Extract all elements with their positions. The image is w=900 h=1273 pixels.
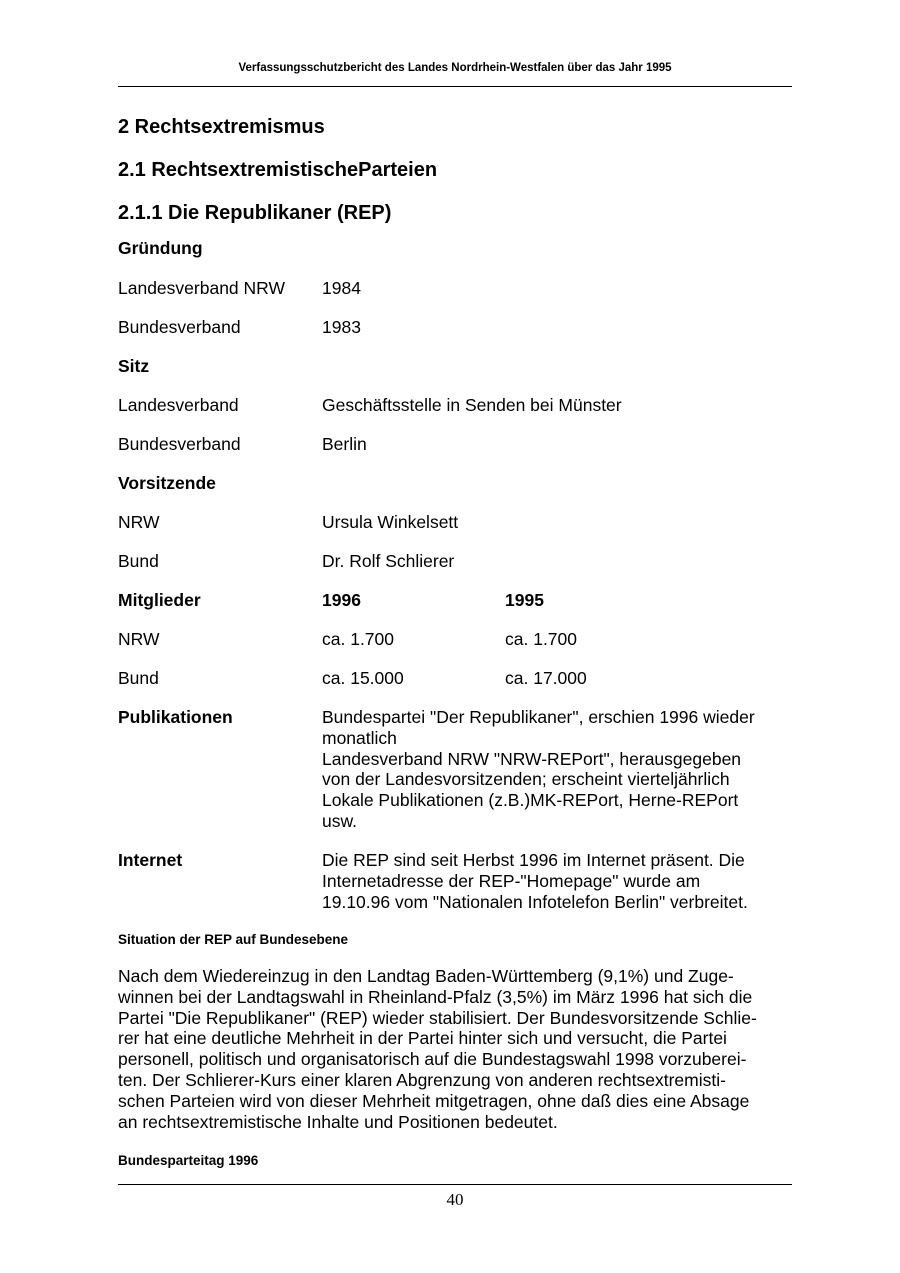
vorsitzende-row-label: NRW — [118, 512, 160, 532]
situation-line: rer hat eine deutliche Mehrheit in der Partei hinter sich und versucht, die Partei — [118, 1028, 727, 1049]
mitglieder-row-1996: ca. 15.000 — [322, 668, 404, 688]
mitglieder-row-label: NRW — [118, 629, 160, 649]
publikationen-line: Bundespartei "Der Republikaner", erschien 1996 wieder — [322, 707, 755, 727]
gruendung-row-value: 1983 — [322, 317, 361, 337]
page-number: 40 — [446, 1190, 464, 1209]
subsection-heading: 2.1.1 Die Republikaner (REP) — [118, 202, 392, 224]
situation-line: winnen bei der Landtagswahl in Rheinland-Pfalz (3,5%) im März 1996 hat sich die — [118, 986, 753, 1007]
situation-line: an rechtsextremistische Inhalte und Positionen bedeutet. — [118, 1111, 558, 1132]
gruendung-row-value: 1984 — [322, 278, 361, 298]
situation-heading: Situation der REP auf Bundesebene — [118, 932, 349, 947]
publikationen-line: monatlich — [322, 727, 397, 748]
publikationen-title: Publikationen — [118, 707, 233, 727]
situation-line: personell, politisch und organisatorisch auf die Bundestagswahl 1998 vorzuberei- — [118, 1049, 747, 1070]
mitglieder-row-1995: ca. 17.000 — [505, 668, 587, 688]
situation-line: Nach dem Wiedereinzug in den Landtag Baden-Württemberg (9,1%) und Zuge- — [118, 966, 734, 986]
internet-line: Internetadresse der REP-"Homepage" wurde am — [322, 870, 701, 891]
sitz-title: Sitz — [118, 356, 150, 376]
situation-line: ten. Der Schlierer-Kurs einer klaren Abgrenzung von anderen rechtsextremisti- — [118, 1069, 726, 1090]
vorsitzende-row-value: Dr. Rolf Schlierer — [322, 551, 455, 571]
vorsitzende-row-value: Ursula Winkelsett — [322, 512, 459, 532]
internet-text — [322, 850, 792, 912]
internet-line: Die REP sind seit Herbst 1996 im Internet präsent. Die — [322, 850, 745, 870]
mitglieder-row-label: Bund — [118, 668, 159, 688]
sitz-row-value: Berlin — [322, 434, 367, 454]
header-rule — [118, 86, 792, 87]
mitglieder-title: Mitglieder — [118, 590, 201, 610]
gruendung-title: Gründung — [118, 238, 203, 258]
mitglieder-col-1995: 1995 — [505, 590, 544, 610]
mitglieder-row-1995: ca. 1.700 — [505, 629, 577, 649]
gruendung-row-label: Bundesverband — [118, 317, 241, 337]
sitz-row-value: Geschäftsstelle in Senden bei Münster — [322, 395, 622, 415]
mitglieder-col-1996: 1996 — [322, 590, 361, 610]
situation-line: schen Parteien wird von dieser Mehrheit mitgetragen, ohne daß dies eine Absage — [118, 1090, 750, 1111]
footer-rule — [118, 1184, 792, 1185]
sitz-row-label: Landesverband — [118, 395, 239, 415]
publikationen-line: usw. — [322, 810, 358, 831]
internet-line: 19.10.96 vom "Nationalen Infotelefon Berlin" verbreitet. — [322, 891, 748, 912]
sitz-row-label: Bundesverband — [118, 434, 241, 454]
internet-title: Internet — [118, 850, 183, 870]
publikationen-text — [322, 707, 792, 832]
vorsitzende-row-label: Bund — [118, 551, 159, 571]
publikationen-line: Landesverband NRW "NRW-REPort", herausgegeben — [322, 748, 742, 769]
situation-paragraph — [118, 966, 792, 1132]
publikationen-line: von der Landesvorsitzenden; erscheint vierteljährlich — [322, 769, 730, 790]
vorsitzende-title: Vorsitzende — [118, 473, 216, 493]
mitglieder-row-1996: ca. 1.700 — [322, 629, 394, 649]
gruendung-row-label: Landesverband NRW — [118, 278, 285, 298]
section-heading: 2.1 RechtsextremistischeParteien — [118, 159, 438, 181]
bundesparteitag-heading: Bundesparteitag 1996 — [118, 1153, 259, 1168]
situation-line: Partei "Die Republikaner" (REP) wieder stabilisiert. Der Bundesvorsitzende Schlie- — [118, 1007, 757, 1028]
running-header: Verfassungsschutzbericht des Landes Nordrhein-Westfalen über das Jahr 1995 — [238, 62, 672, 74]
publikationen-line: Lokale Publikationen (z.B.)MK-REPort, Herne-REPort — [322, 790, 739, 811]
chapter-heading: 2 Rechtsextremismus — [118, 116, 325, 138]
